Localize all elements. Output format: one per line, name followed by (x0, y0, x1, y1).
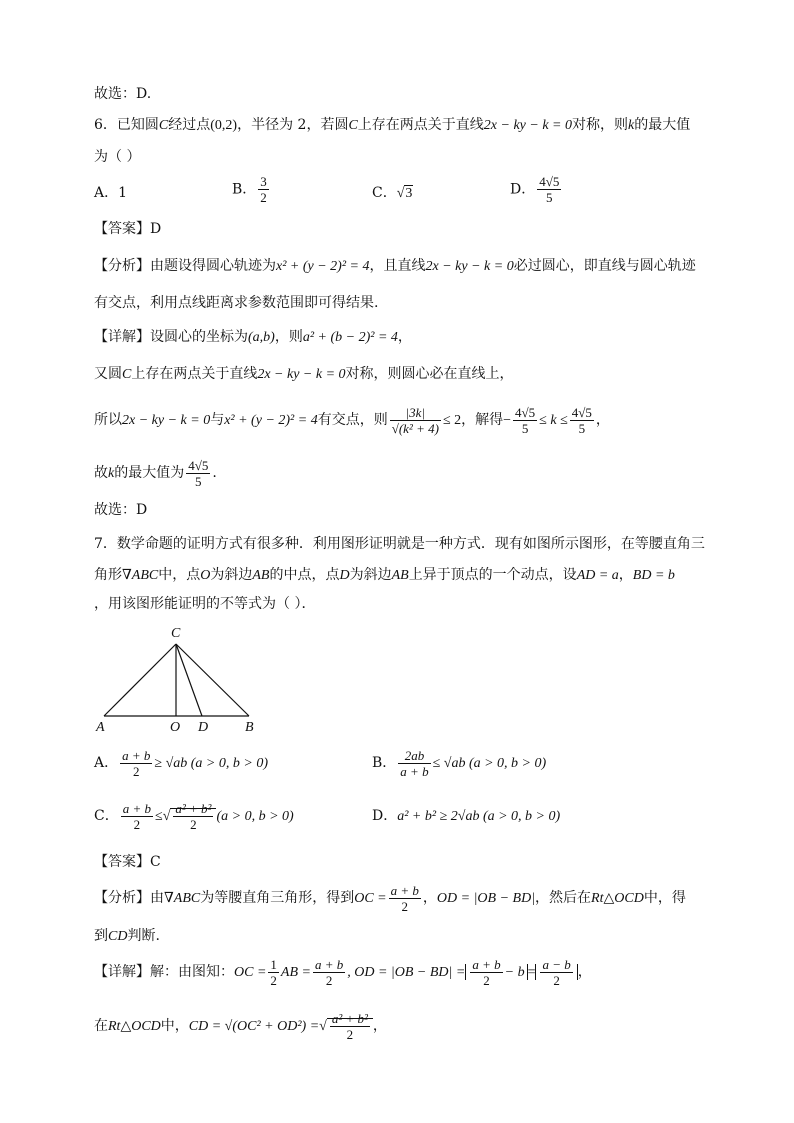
answer-tag: 【答案】 (94, 221, 150, 237)
detail-tag: 【详解】 (94, 329, 150, 345)
math-OD: , OD = |OB − BD| = (347, 965, 466, 980)
answer-tag: 【答案】 (94, 854, 150, 870)
analysis-tag: 【分析】 (94, 890, 150, 906)
label-O: O (170, 720, 181, 735)
sqrt: √ $\frac{\text{a² + b²}}{2}$ (319, 1018, 373, 1034)
numerator: a + b (390, 882, 419, 898)
denominator: 2 (270, 972, 277, 988)
numerator: 3 (260, 174, 267, 189)
math-inequality: ≥ √ab (a > 0, b > 0) (154, 756, 268, 771)
a6-detail-line2 (94, 364, 514, 385)
label-A: A (96, 720, 105, 735)
fraction (537, 174, 561, 205)
math-circle-eq: x² + (y − 2)² = 4 (276, 259, 370, 274)
text: 的最大值为 (114, 465, 185, 481)
numerator: 4√5 (515, 404, 536, 420)
math-eq: a² + (b − 2)² = 4 (302, 330, 398, 345)
a6-detail-line1 (94, 327, 412, 348)
numerator: a² + b² (331, 1011, 368, 1027)
denominator: 2 (553, 972, 560, 988)
q6-text: 已知圆 (116, 117, 159, 133)
q7-option-d (372, 806, 560, 827)
numerator: a − b (542, 956, 571, 972)
q7-option-b (372, 745, 546, 782)
absolute-value (465, 956, 527, 988)
text: ， (595, 412, 610, 428)
text: 故 (94, 465, 108, 481)
label-D: D (198, 720, 209, 735)
a7-detail-line2 (94, 1006, 387, 1047)
math-condition: (a > 0, b > 0) (216, 809, 294, 824)
option-label: D． (372, 808, 398, 824)
equals-sign: = (527, 965, 536, 980)
math-line-eq: 2x − ky − k = 0 (483, 118, 572, 133)
text: 中，点 (158, 567, 201, 583)
text: ，解得 (461, 412, 504, 428)
text: 上存在两点关于直线 (131, 366, 258, 382)
denominator: a + b (400, 763, 429, 779)
math-triangle: ∇ABC (122, 568, 159, 583)
math-k: k (628, 118, 635, 133)
math-range: ≤ k ≤ (539, 413, 568, 428)
text: 必过圆心，即直线与圆心轨迹 (513, 258, 696, 274)
q7-stem-line3: ，用该图形能证明的不等式为（ ）． (94, 596, 316, 612)
denominator: 2 (401, 898, 409, 914)
radicand: 3 (405, 186, 413, 201)
math-k: k (108, 466, 115, 481)
a6-answer (94, 219, 161, 239)
math-line-eq: 2x − ky − k = 0 (425, 259, 514, 274)
numerator: a + b (122, 800, 151, 816)
a7-detail-line1 (94, 952, 592, 993)
math-inequality: ≤ √ab (a > 0, b > 0) (432, 756, 547, 771)
math-AB: AB = (280, 965, 311, 980)
option-label: B． (232, 181, 257, 198)
a7-analysis-line1 (94, 880, 686, 917)
triangle-diagram (94, 622, 274, 737)
q6-text: 经过点 (168, 117, 211, 133)
math-AB: AB (252, 568, 270, 583)
answer-value: C (150, 854, 161, 870)
text: 角形 (94, 567, 122, 583)
distance-fraction (390, 405, 441, 436)
math-le: ≤ (155, 809, 163, 824)
label-C: C (171, 626, 181, 641)
math-OD: OD = |OB − BD| (436, 891, 536, 906)
numerator: |3k| (390, 405, 441, 421)
text: 又圆 (94, 366, 122, 382)
denominator: 5 (521, 420, 529, 436)
fraction (186, 458, 210, 489)
detail-tag: 【详解】 (94, 964, 150, 980)
option-label: A． (94, 755, 119, 771)
text: ，然后在 (535, 890, 592, 906)
a6-analysis-line1 (94, 256, 696, 277)
text: 的中点，点 (269, 567, 340, 583)
denominator: 5 (578, 420, 586, 436)
numerator: 4√5 (188, 457, 209, 473)
denominator: 2 (483, 972, 490, 988)
math-circle-eq: x² + (y − 2)² = 4 (224, 413, 318, 428)
minus-sign: − (503, 413, 512, 428)
option-label: D． (510, 181, 536, 198)
fraction (120, 748, 152, 779)
denominator: 2 (190, 817, 197, 833)
fraction (513, 405, 537, 436)
numerator: 4√5 (539, 174, 560, 189)
denominator: 2 (325, 972, 333, 988)
text: ， (372, 1018, 387, 1034)
q6-stem-line1 (94, 115, 690, 136)
numerator: a + b (472, 956, 501, 972)
numerator: a + b (314, 956, 344, 972)
denominator: 2 (133, 816, 141, 832)
sqrt: √3 (396, 186, 413, 201)
math-AB: AB (391, 568, 409, 583)
denominator: 2 (133, 763, 140, 779)
fraction (398, 748, 430, 779)
text: ，则 (274, 329, 303, 345)
q6-stem-line2: 为（ ） (94, 149, 141, 165)
sqrt: √ $\frac{\text{a² + b²}}{2}$ (163, 808, 217, 824)
text: ， (618, 567, 633, 583)
segment-CD (176, 644, 202, 716)
text: 由 (150, 890, 164, 906)
q7-stem-line1 (94, 534, 705, 554)
math-line-eq: 2x − ky − k = 0 (257, 367, 346, 382)
text: 判断. (127, 928, 160, 944)
denominator: 5 (195, 473, 202, 489)
denominator: 2 (346, 1027, 354, 1043)
numerator: 2ab (398, 748, 430, 764)
text: 为斜边 (349, 567, 392, 583)
math-CD: CD = √(OC² + OD²) = (188, 1019, 320, 1034)
text: ， (577, 964, 592, 980)
absolute-value (535, 956, 577, 988)
text: 有交点，则 (317, 412, 388, 428)
math-C: C (122, 367, 132, 382)
text: 数学命题的证明方式有很多种．利用图形证明就是一种方式．现有如图所示图形，在等腰直角三 (116, 536, 705, 552)
denominator: √(k² + 4) (391, 420, 439, 436)
text: 设圆心的坐标为 (150, 329, 248, 345)
q6-option-c (372, 183, 413, 204)
text: 为斜边 (210, 567, 253, 583)
math-point: (0,2) (210, 118, 238, 133)
text: 与 (210, 412, 225, 428)
text: 中，得 (643, 890, 686, 906)
option-label: C． (94, 808, 119, 824)
math-OC: OC = (234, 965, 267, 980)
math-C: C (348, 118, 358, 133)
q6-number: 6． (94, 117, 117, 133)
option-label: C． (372, 185, 397, 201)
math-rt-triangle: Rt△OCD (591, 891, 644, 906)
fraction (540, 957, 572, 988)
q7-option-c (94, 796, 294, 837)
fraction (121, 801, 153, 832)
q7-option-a (94, 745, 268, 782)
fraction (470, 957, 502, 988)
text: 为等腰直角三角形，得到 (200, 890, 355, 906)
a6-analysis-line2: 有交点，利用点线距离求参数范围即可得结果. (94, 295, 379, 311)
text: 解：由图知： (150, 964, 234, 980)
q7-stem-line2 (94, 565, 675, 586)
numerator: 1 (270, 956, 277, 972)
text: 对称，则圆心必在直线上， (345, 366, 514, 382)
a7-analysis-line2 (94, 926, 160, 947)
option-label: B． (372, 755, 397, 771)
a6-detail-line4 (94, 455, 217, 492)
analysis-tag: 【分析】 (94, 258, 150, 274)
q6-text: 的最大值 (634, 117, 691, 133)
q6-text: 对称，则 (572, 117, 628, 133)
text: 由题设得圆心轨迹为 (150, 258, 276, 274)
math-AD: AD = a (576, 568, 619, 583)
q6-option-d (510, 174, 563, 205)
q6-text: ，半径为 2，若圆 (237, 117, 349, 133)
text: 在 (94, 1018, 108, 1034)
math-CD: CD (108, 929, 128, 944)
fraction (313, 957, 345, 988)
fraction (268, 957, 279, 988)
math-inequality: a² + b² ≥ 2√ab (a > 0, b > 0) (397, 809, 561, 824)
q6-option-a: A．1 (94, 185, 128, 201)
segment-BC (176, 644, 249, 716)
math-OC: OC = (354, 891, 387, 906)
text: 上异于顶点的一个动点，设 (408, 567, 577, 583)
q6-option-b (232, 174, 271, 205)
text: 到 (94, 928, 108, 944)
text: 所以 (94, 412, 122, 428)
prev-answer-conclusion: 故选：D. (94, 86, 152, 102)
fraction (173, 801, 213, 832)
fraction (258, 174, 269, 205)
answer-value: D (150, 221, 162, 237)
fraction (389, 883, 421, 914)
q7-number: 7． (94, 536, 117, 552)
math-triangle: ∇ABC (164, 891, 201, 906)
math-le: ≤ 2 (442, 413, 462, 428)
q6-text: 上存在两点关于直线 (357, 117, 484, 133)
denominator: 2 (260, 190, 267, 205)
numerator: a² + b² (175, 801, 212, 817)
text: ， (397, 329, 412, 345)
numerator: a + b (122, 747, 151, 763)
a7-answer (94, 852, 161, 872)
denominator: 5 (546, 190, 553, 205)
math-minus-b: − b (504, 965, 525, 980)
numerator: 4√5 (571, 404, 592, 420)
segment-AC (104, 644, 176, 716)
label-B: B (245, 720, 254, 735)
fraction (570, 405, 594, 436)
fraction (330, 1011, 370, 1042)
math-D: D (339, 568, 350, 583)
math-ab: (a,b) (248, 330, 275, 345)
math-C: C (158, 118, 169, 133)
text: ，且直线 (369, 258, 426, 274)
math-rt-triangle: Rt△OCD (108, 1019, 161, 1034)
math-line-eq: 2x − ky − k = 0 (122, 413, 211, 428)
a6-detail-line3 (94, 402, 610, 439)
math-O: O (200, 568, 211, 583)
math-BD: BD = b (632, 568, 675, 583)
a6-conclusion: 故选：D (94, 502, 148, 518)
text: . (212, 465, 217, 481)
text: 中， (160, 1018, 189, 1034)
text: ， (422, 890, 437, 906)
